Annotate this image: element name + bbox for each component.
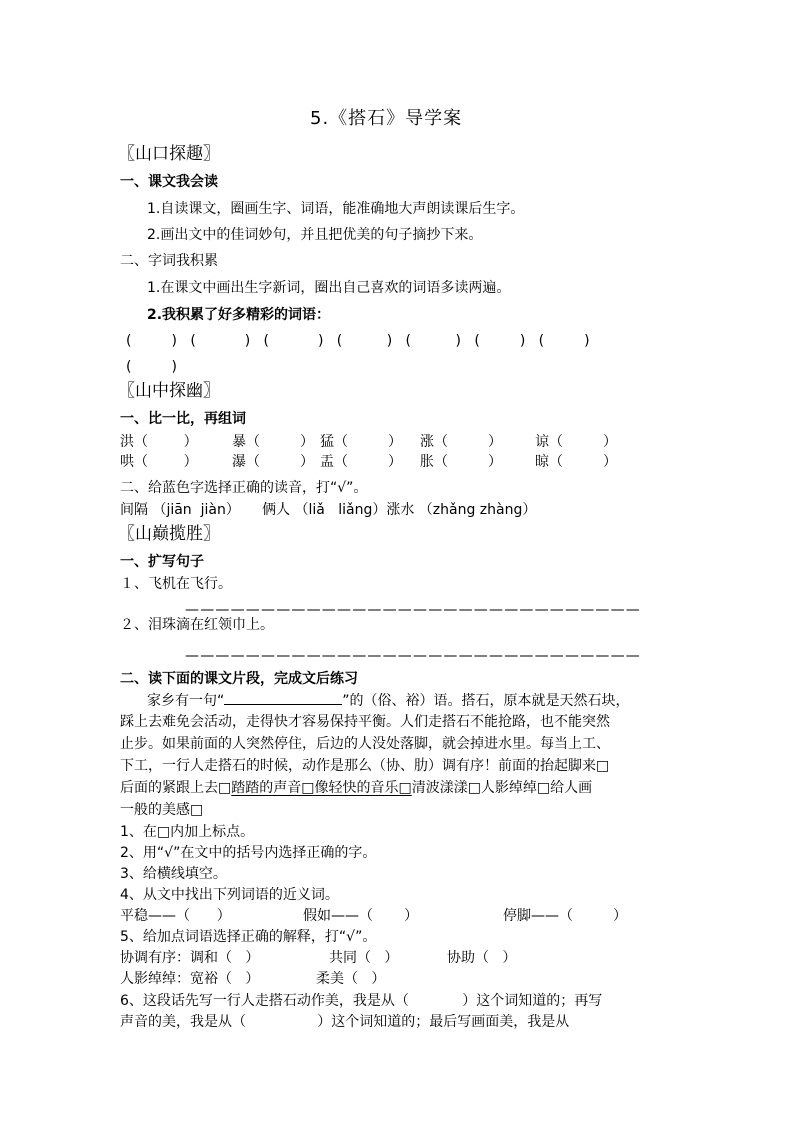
question-4: 4、从文中找出下列词语的近义词。 — [120, 887, 339, 903]
vocab-item-1: 1.在课文中画出生字新词，圈出自己喜欢的词语多读两遍。 — [147, 280, 511, 296]
passage-text: 后面的紧跟上去□ — [120, 780, 232, 796]
answer-line-2[interactable]: —————————————————————————————— — [185, 648, 641, 664]
part-heading-compare: 一、比一比，再组词 — [120, 411, 246, 427]
synonym-item[interactable]: 停脚——（ ） — [503, 908, 628, 924]
expand-item-2: ２、泪珠滴在红领巾上。 — [120, 617, 274, 633]
compare-cell[interactable]: 洪（ ） — [120, 434, 198, 450]
proverb-blank[interactable] — [224, 690, 342, 705]
compare-cell[interactable]: 盂（ ） — [320, 454, 403, 470]
part-heading-read: 一、课文我会读 — [120, 174, 218, 190]
part-heading-pinyin: 二、给蓝色字选择正确的读音，打“√”。 — [120, 480, 368, 496]
compare-cell[interactable]: 暴（ ） — [232, 434, 315, 450]
read-item-2: 2.画出文中的佳词妙句，并且把优美的句子摘抄下来。 — [147, 227, 483, 243]
question-3: 3、给横线填空。 — [120, 866, 227, 882]
compare-cell[interactable]: 哄（ ） — [120, 454, 198, 470]
compare-cell[interactable]: 胀（ ） — [420, 454, 503, 470]
passage-line-3: 止步。如果前面的人突然停住，后边的人没处落脚，就会掉进水里。每当上工、 — [120, 736, 610, 752]
part-heading-reading: 二、读下面的课文片段，完成文后练习 — [120, 671, 358, 687]
pinyin-choice-line[interactable]: 间隔 （jiān jiàn） 俩人 （liǎ liǎng）涨水 （zhǎng zhàng） — [120, 502, 537, 518]
meaning-choice[interactable]: 人影绰绰：宽裕（ ） — [120, 971, 260, 987]
section-heading-shanzhong: 〖山中探幽〗 — [118, 381, 220, 401]
compare-cell[interactable]: 谅（ ） — [535, 434, 618, 450]
compare-cell[interactable]: 瀑（ ） — [232, 454, 315, 470]
passage-line-1 — [147, 690, 630, 711]
passage-line-5 — [120, 778, 592, 798]
passage-text: 清波漾漾□人影绰绰□给人画 — [411, 780, 593, 796]
question-1: 1、在□内加上标点。 — [120, 824, 255, 840]
word-blanks-row-2[interactable]: ( ) — [126, 359, 177, 375]
meaning-choice[interactable]: 协助（ ） — [447, 950, 517, 966]
compare-cell[interactable]: 晾（ ） — [535, 454, 618, 470]
passage-line-4: 下工，一行人走搭石的时候，动作是那么（协、肋）调有序！前面的抬起脚来□ — [120, 758, 610, 774]
section-heading-shankou: 〖山口探趣〗 — [118, 144, 220, 164]
section-heading-shandian: 〖山巅揽胜〗 — [118, 524, 220, 544]
answer-line-1[interactable]: —————————————————————————————— — [185, 602, 641, 618]
passage-line-2: 踩上去难免会活动，走得快才容易保持平衡。人们走搭石不能抢路，也不能突然 — [120, 714, 610, 730]
question-5: 5、给加点词语选择正确的解释，打“√”。 — [120, 929, 377, 945]
compare-cell[interactable]: 涨（ ） — [420, 434, 503, 450]
meaning-choice[interactable]: 协调有序：调和（ ） — [120, 950, 260, 966]
underlined-phrase: 踏踏的声音□像轻快的音乐□ — [231, 780, 412, 796]
question-2: 2、用“√”在文中的括号内选择正确的字。 — [120, 845, 377, 861]
passage-line-6: 一般的美感□ — [120, 802, 204, 818]
compare-cell[interactable]: 猛（ ） — [320, 434, 403, 450]
synonym-item[interactable]: 假如——（ ） — [303, 908, 419, 924]
meaning-choice[interactable]: 柔美（ ） — [316, 971, 386, 987]
meaning-choice[interactable]: 共同（ ） — [329, 950, 399, 966]
question-6-line-1[interactable]: 6、这段话先写一行人走搭石动作美，我是从（ ）这个词知道的；再写 — [120, 993, 603, 1009]
vocab-item-2: 2.我积累了好多精彩的词语： — [147, 307, 331, 323]
part-heading-vocab: 二、字词我积累 — [120, 253, 218, 269]
word-blanks-row-1[interactable]: ( ) ( ) ( ) ( ) ( ) ( ) ( ) — [126, 333, 590, 349]
page-title: 5.《搭石》导学案 — [310, 108, 463, 129]
read-item-1: 1.自读课文，圈画生字、词语，能准确地大声朗读课后生字。 — [147, 201, 525, 217]
synonym-item[interactable]: 平稳——（ ） — [120, 908, 231, 924]
passage-text: 家乡有一句“ — [147, 693, 225, 709]
passage-text: ”的（俗、裕）语。搭石，原本就是天然石块， — [342, 693, 630, 709]
question-6-line-2[interactable]: 声音的美，我是从（ ）这个词知道的；最后写画面美，我是从 — [120, 1014, 570, 1030]
part-heading-expand: 一、扩写句子 — [120, 554, 204, 570]
expand-item-1: １、飞机在飞行。 — [120, 576, 232, 592]
